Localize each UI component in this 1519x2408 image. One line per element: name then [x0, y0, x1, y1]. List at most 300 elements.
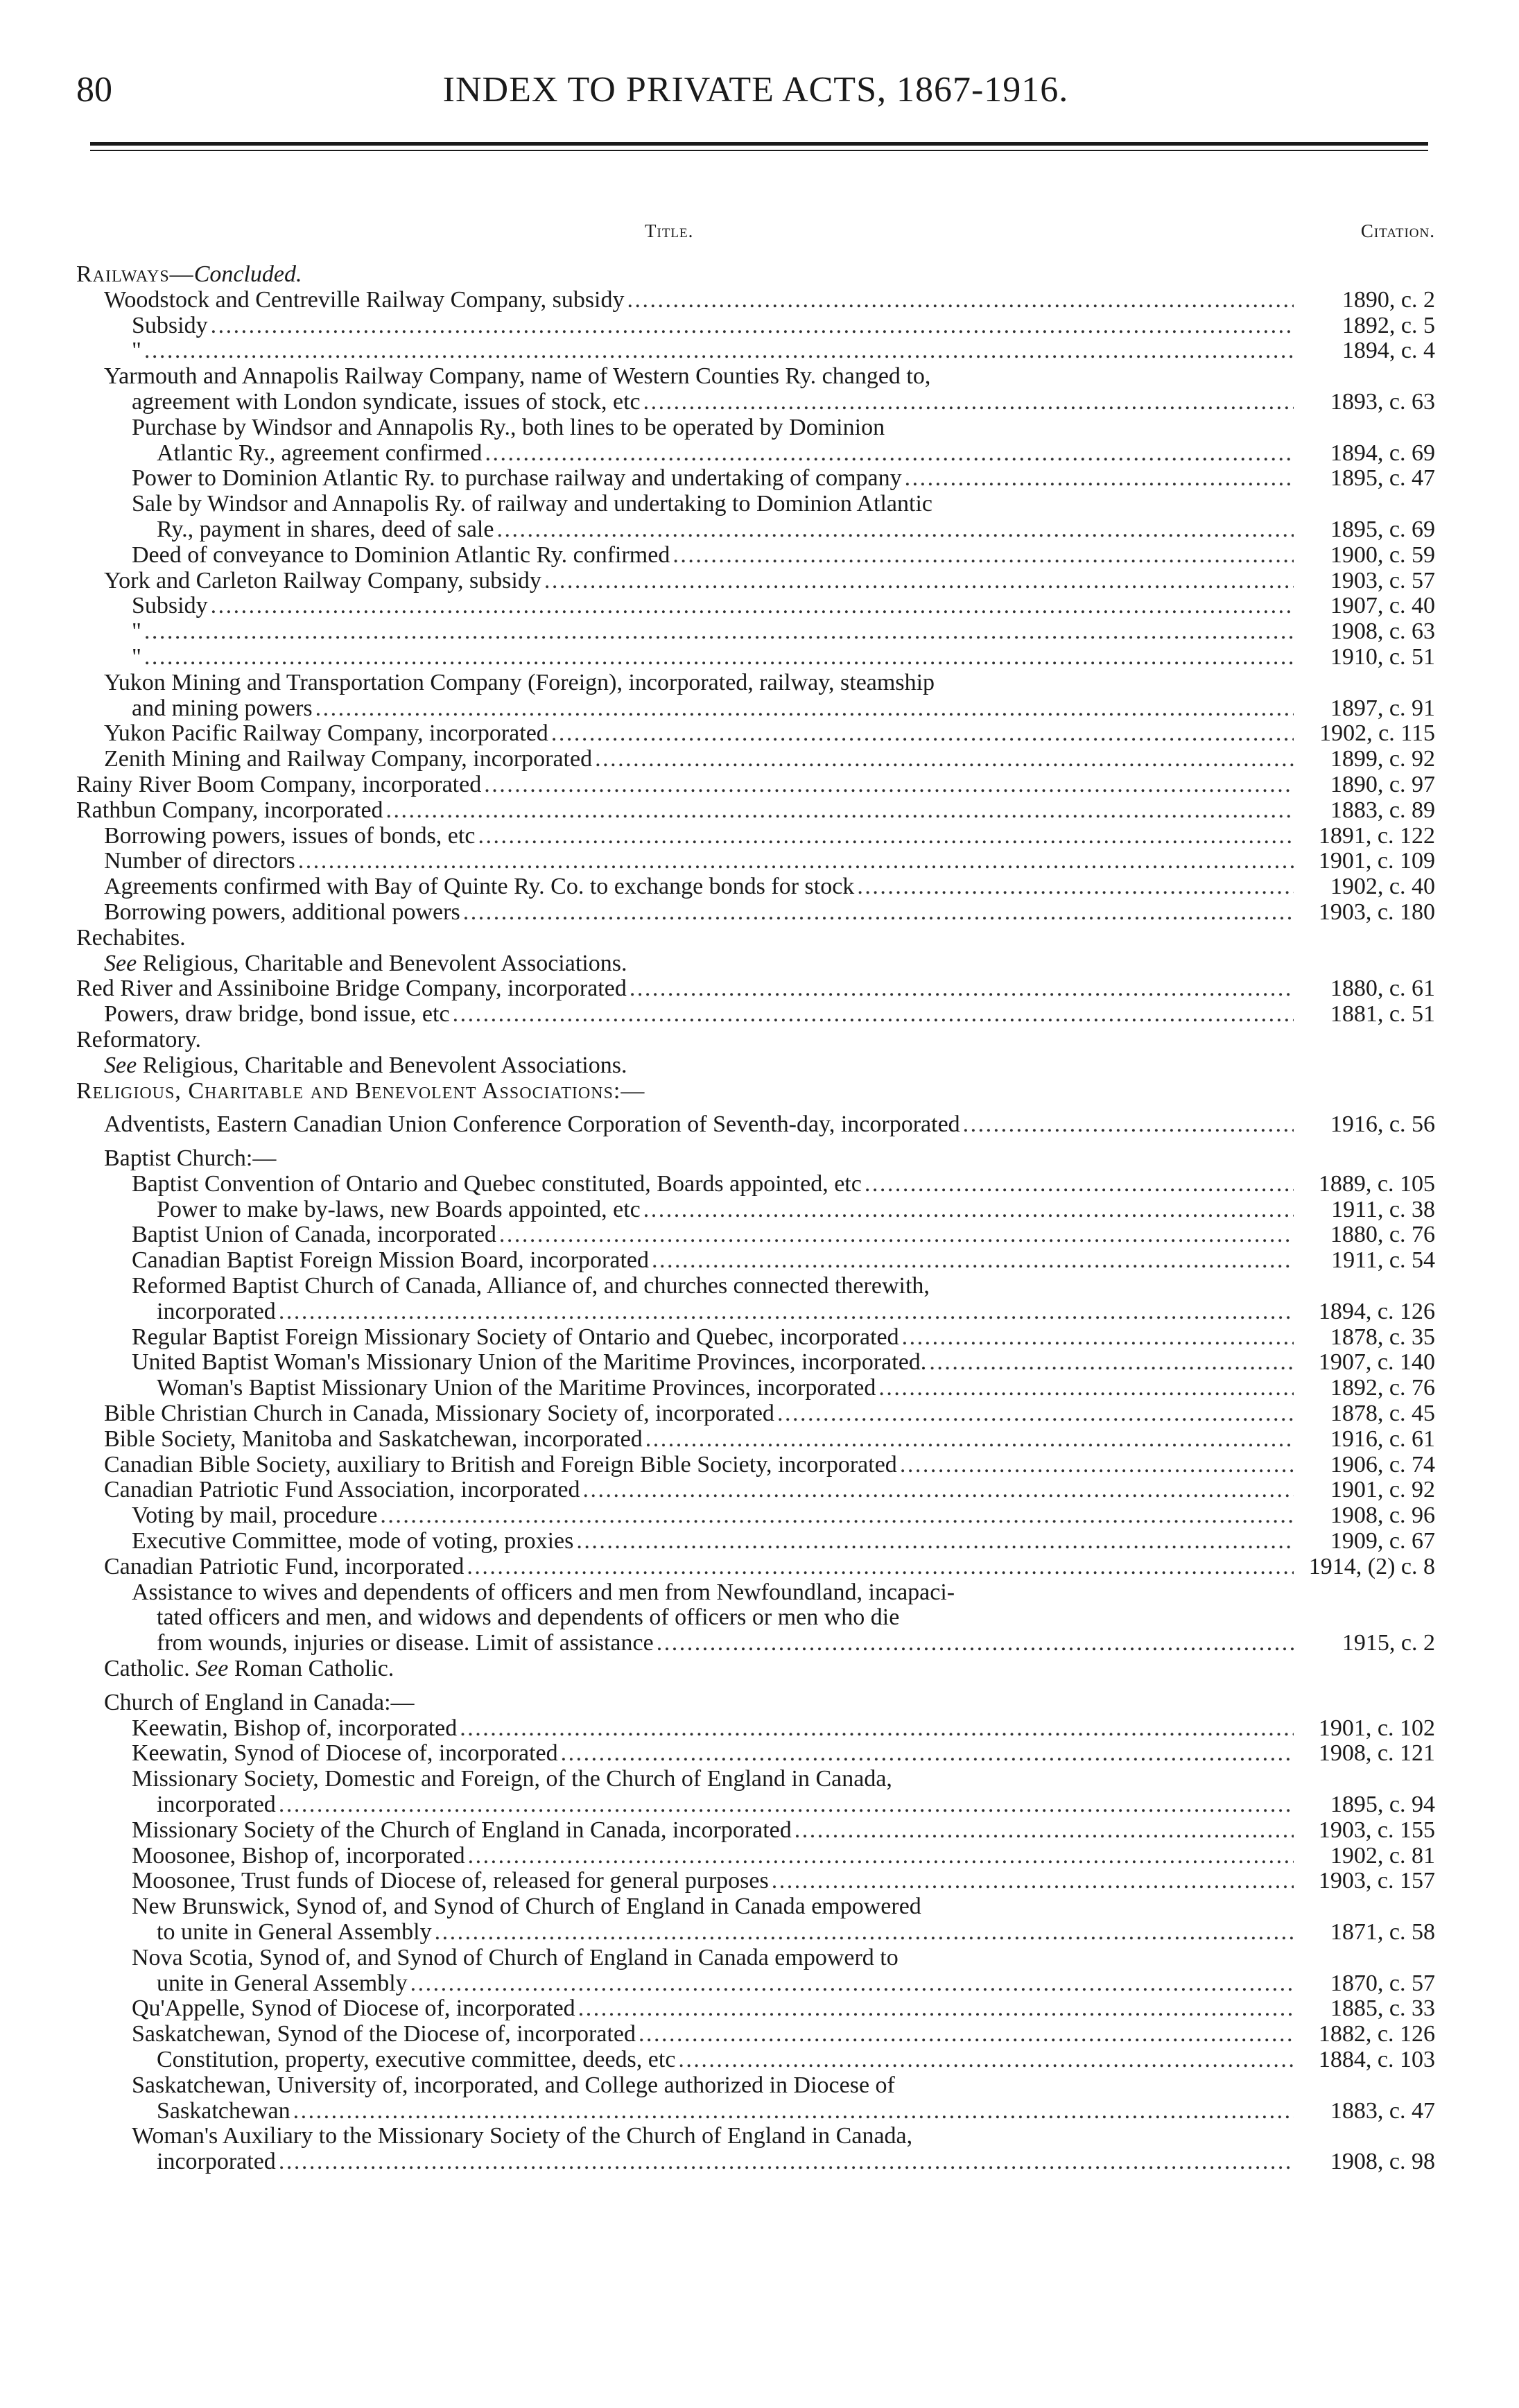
entry-citation: 1908, c. 121 [1318, 1740, 1435, 1767]
entry-citation: 1903, c. 180 [1318, 899, 1435, 925]
dot-leader [902, 1325, 1294, 1351]
dot-leader [652, 1248, 1294, 1274]
index-entry [76, 1741, 1435, 1767]
page-number: 80 [76, 70, 112, 110]
entry-title [76, 798, 383, 824]
entry-title-part: Concluded. [193, 261, 302, 287]
entry-citation: 1903, c. 157 [1318, 1868, 1435, 1894]
entry-title-part: York and Carleton Railway Company, subsidy [104, 567, 541, 594]
entry-citation: 1890, c. 2 [1342, 286, 1435, 313]
index-entry [76, 645, 1435, 670]
dot-leader [468, 1844, 1294, 1869]
entry-title [132, 466, 902, 492]
entry-citation: 1882, c. 126 [1318, 2021, 1435, 2047]
dot-leader [645, 1427, 1294, 1453]
entry-title [132, 1716, 457, 1742]
index-entry [76, 1894, 1435, 1920]
dot-leader [410, 1971, 1294, 1997]
entry-title [157, 1604, 899, 1630]
entry-title [132, 619, 141, 645]
index-entry [76, 747, 1435, 772]
index-entry [76, 1248, 1435, 1274]
entry-title [132, 1529, 573, 1554]
entry-title-part: Constitution, property, executive committee, deeds, etc [157, 2046, 676, 2072]
entry-title-part: Bible Society, Manitoba and Saskatchewan, incorporated [104, 1426, 643, 1452]
index-entry [76, 262, 1435, 288]
entry-title-part: Baptist Church:— [104, 1145, 277, 1172]
dot-leader [453, 1002, 1294, 1028]
entry-title-part: Ry., payment in shares, deed of sale [157, 516, 494, 542]
page-header [76, 69, 1435, 132]
entry-title-part: Agreements confirmed with Bay of Quinte Ry. Co. to exchange bonds for stock [104, 874, 855, 900]
entry-title-part: from wounds, injuries or disease. Limit of assistance [157, 1630, 654, 1656]
entry-title-part: incorporated [157, 1298, 276, 1324]
dot-leader [657, 1631, 1294, 1656]
entry-citation: 1910, c. 51 [1330, 643, 1435, 670]
index-entry [76, 1996, 1435, 2022]
index-entry [76, 492, 1435, 517]
entry-title-part: Catholic. [104, 1656, 196, 1682]
entry-title [104, 951, 627, 976]
index-entry [76, 1453, 1435, 1478]
entry-title [104, 1401, 774, 1427]
dot-leader [499, 1222, 1294, 1248]
entry-title [132, 1503, 377, 1529]
entry-title [76, 925, 186, 951]
entry-title-part: " [132, 618, 141, 645]
entry-title-part: Qu'Appelle, Synod of Diocese of, incorporated [132, 1995, 575, 2022]
entry-citation: 1901, c. 109 [1318, 848, 1435, 874]
dot-leader [496, 517, 1294, 543]
entry-title [157, 1971, 408, 1997]
entry-title [104, 1690, 415, 1715]
entry-title [157, 1920, 432, 1946]
entry-title [104, 1427, 643, 1453]
entry-citation: 1897, c. 91 [1330, 695, 1435, 721]
entry-title-part: Powers, draw bridge, bond issue, etc [104, 1001, 450, 1028]
index-entry [76, 1146, 1435, 1172]
entry-title [132, 390, 641, 415]
index-entry [76, 2022, 1435, 2047]
dot-leader [144, 338, 1294, 364]
entry-title-part: Saskatchewan, University of, incorporated, and College authorized in Diocese of [132, 2072, 895, 2098]
entry-citation: 1902, c. 81 [1330, 1842, 1435, 1869]
dot-leader [463, 900, 1294, 926]
entry-title-part: incorporated [157, 1792, 276, 1818]
column-header-citation: Citation. [1360, 220, 1435, 241]
entry-citation: 1883, c. 89 [1330, 797, 1435, 823]
index-entry [76, 1401, 1435, 1427]
entry-title [132, 2022, 636, 2047]
entry-citation: 1895, c. 47 [1330, 465, 1435, 492]
entry-title-part: Nova Scotia, Synod of, and Synod of Church of England in Canada empowerd to [132, 1944, 899, 1970]
dot-leader [279, 2149, 1294, 2175]
entry-title [104, 1656, 394, 1681]
index-entry [76, 288, 1435, 313]
entry-citation: 1911, c. 54 [1331, 1247, 1435, 1274]
entry-citation: 1908, c. 96 [1330, 1502, 1435, 1529]
entry-title-part: Saskatchewan [157, 2097, 290, 2124]
index-entry [76, 1656, 1435, 1682]
entry-citation: 1889, c. 105 [1318, 1170, 1435, 1197]
entry-title-part: Moosonee, Bishop of, incorporated [132, 1842, 465, 1869]
entry-title-part: Canadian Baptist Foreign Mission Board, incorporated [132, 1247, 649, 1274]
entry-title-part: Yukon Mining and Transportation Company (Foreign), incorporated, railway, steamship [104, 669, 935, 695]
entry-title [157, 1299, 276, 1325]
dot-leader [630, 976, 1294, 1002]
index-entry [76, 313, 1435, 339]
index-entry [76, 1818, 1435, 1844]
entry-title-part: Reformed Baptist Church of Canada, Alliance of, and churches connected therewith, [132, 1273, 930, 1299]
index-entry [76, 364, 1435, 390]
dot-leader [298, 849, 1294, 874]
dot-leader [900, 1453, 1294, 1478]
entry-title-part: and mining powers [132, 695, 313, 721]
entry-title [76, 261, 302, 287]
index-entry [76, 1792, 1435, 1818]
entry-citation: 1871, c. 58 [1330, 1919, 1435, 1945]
entry-citation: 1907, c. 140 [1318, 1349, 1435, 1376]
entry-title [104, 1554, 464, 1580]
entry-citation: 1884, c. 103 [1318, 2046, 1435, 2072]
entry-title [104, 363, 930, 389]
entry-title [132, 645, 141, 670]
entry-citation: 1891, c. 122 [1318, 822, 1435, 849]
entry-citation: 1902, c. 40 [1330, 874, 1435, 900]
entry-citation: 1870, c. 57 [1330, 1970, 1435, 1996]
index-entry [76, 1325, 1435, 1351]
entry-citation: 1909, c. 67 [1330, 1528, 1435, 1554]
entry-title [132, 1325, 899, 1351]
entry-title [104, 670, 935, 695]
entry-title-part: tated officers and men, and widows and dependents of officers or men who die [157, 1604, 900, 1631]
dot-leader [211, 313, 1294, 339]
running-title: INDEX TO PRIVATE ACTS, 1867-1916. [442, 70, 1069, 110]
dot-leader [467, 1554, 1294, 1580]
dot-leader [905, 466, 1294, 492]
index-entry [76, 1079, 1435, 1105]
entry-citation: 1894, c. 126 [1318, 1298, 1435, 1324]
entry-title-part: Moosonee, Trust funds of Diocese of, released for general purposes [132, 1868, 769, 1894]
entry-title-part: Number of directors [104, 848, 295, 874]
entry-title-part: Church of England in Canada:— [104, 1689, 415, 1715]
dot-leader [144, 645, 1294, 670]
entry-title [157, 441, 482, 467]
dot-leader [435, 1920, 1294, 1946]
index-entry [76, 1605, 1435, 1631]
index-entry [76, 1971, 1435, 1997]
entry-title-part: Railways— [76, 261, 194, 287]
dot-leader [279, 1299, 1294, 1325]
entry-citation: 1892, c. 76 [1330, 1375, 1435, 1401]
index-entry [76, 441, 1435, 467]
entry-title [104, 1053, 627, 1078]
entry-title [132, 1945, 899, 1970]
entry-title-part: Woman's Auxiliary to the Missionary Society of the Church of England in Canada, [132, 2123, 913, 2149]
index-entry [76, 569, 1435, 594]
index-entry [76, 1920, 1435, 1946]
entry-title [104, 1112, 960, 1138]
dot-leader [315, 696, 1294, 722]
dot-leader [551, 721, 1294, 747]
entry-title [132, 1844, 465, 1869]
dot-leader [582, 1478, 1294, 1503]
entry-title-part: Woodstock and Centreville Railway Company, subsidy [104, 286, 625, 313]
index-entry [76, 1197, 1435, 1223]
dot-leader [211, 594, 1294, 619]
entry-title-part: Assistance to wives and dependents of officers and men from Newfoundland, incapaci- [132, 1579, 955, 1605]
entry-citation: 1906, c. 74 [1330, 1451, 1435, 1478]
entry-title-part: Yukon Pacific Railway Company, incorporated [104, 720, 548, 747]
dot-leader [929, 1350, 1294, 1376]
index-entry [76, 1503, 1435, 1529]
entry-title [104, 747, 592, 772]
entry-title-part: Baptist Convention of Ontario and Quebec constituted, Boards appointed, etc [132, 1170, 862, 1197]
entry-title [132, 1869, 769, 1894]
entry-title [132, 1766, 892, 1792]
index-entry [76, 2073, 1435, 2099]
entry-citation: 1893, c. 63 [1330, 388, 1435, 415]
index-entry [76, 1946, 1435, 1971]
entry-citation: 1881, c. 51 [1330, 1001, 1435, 1028]
entry-title [157, 1631, 654, 1656]
dot-leader [878, 1376, 1294, 1401]
entry-title [132, 1741, 558, 1767]
index-entry [76, 1053, 1435, 1079]
index-entry [76, 900, 1435, 926]
entry-title [157, 2099, 290, 2124]
index-entry [76, 619, 1435, 645]
entry-citation: 1907, c. 40 [1330, 593, 1435, 619]
entry-title [76, 976, 627, 1002]
dot-leader [795, 1818, 1294, 1844]
dot-leader [484, 772, 1294, 798]
dot-leader [460, 1716, 1294, 1742]
entry-title [132, 1273, 930, 1299]
index-entry [76, 670, 1435, 696]
entry-title [76, 1027, 201, 1053]
entry-title-part: Bible Christian Church in Canada, Missionary Society of, incorporated [104, 1401, 774, 1427]
index-entry [76, 1222, 1435, 1248]
entry-title-part: See [104, 1052, 137, 1078]
entry-title-part: incorporated [157, 2149, 276, 2175]
entry-title [157, 1792, 276, 1818]
entry-title [76, 772, 481, 798]
entry-title [104, 1145, 276, 1171]
entry-citation: 1883, c. 47 [1330, 2097, 1435, 2124]
entry-title-part: Executive Committee, mode of voting, proxies [132, 1528, 574, 1554]
index-entry [76, 415, 1435, 441]
index-entry [76, 772, 1435, 798]
entry-title-part: unite in General Assembly [157, 1970, 408, 1996]
entry-title [104, 1453, 897, 1478]
entry-title [104, 569, 541, 594]
entry-citation: 1880, c. 76 [1330, 1222, 1435, 1248]
dot-leader [678, 2047, 1294, 2073]
entry-citation: 1894, c. 69 [1330, 440, 1435, 466]
index-entry [76, 721, 1435, 747]
entry-citation: 1915, c. 2 [1342, 1630, 1435, 1656]
entry-title [132, 1222, 496, 1248]
entry-title-part: See [196, 1656, 229, 1682]
dot-leader [485, 441, 1294, 467]
index-entry [76, 1172, 1435, 1197]
index-entry [76, 2149, 1435, 2175]
dot-leader [643, 390, 1294, 415]
entry-title-part: Subsidy [132, 593, 208, 619]
entry-title-part: Canadian Patriotic Fund, incorporated [104, 1553, 465, 1579]
entry-citation: 1908, c. 63 [1330, 618, 1435, 645]
entry-title [132, 1248, 649, 1274]
index-entry [76, 1529, 1435, 1554]
entry-title-part: Canadian Bible Society, auxiliary to British and Foreign Bible Society, incorporated [104, 1451, 897, 1478]
entry-citation: 1894, c. 4 [1342, 338, 1435, 364]
index-entry [76, 2047, 1435, 2073]
index-entry [76, 594, 1435, 619]
entry-citation: 1901, c. 92 [1330, 1477, 1435, 1503]
entry-title-part: Rechabites. [76, 924, 186, 951]
entry-title-part: Atlantic Ry., agreement confirmed [157, 440, 483, 466]
entry-citation: 1895, c. 94 [1330, 1792, 1435, 1818]
index-entries [76, 262, 1435, 2175]
dot-leader [576, 1529, 1294, 1554]
dot-leader [963, 1112, 1294, 1138]
entry-title-part: Roman Catholic. [228, 1656, 394, 1682]
entry-title [132, 491, 932, 517]
entry-title-part: Power to make by-laws, new Boards appointed, etc [157, 1196, 641, 1222]
entry-title-part: Religious, Charitable and Benevolent Associations. [137, 1052, 627, 1078]
index-entry [76, 1716, 1435, 1742]
index-entry [76, 849, 1435, 874]
index-entry [76, 926, 1435, 951]
entry-title [132, 313, 208, 339]
entry-title [157, 2149, 276, 2175]
entry-title-part: Missionary Society of the Church of England in Canada, incorporated [132, 1817, 792, 1843]
dot-leader [544, 569, 1294, 594]
index-entry [76, 1767, 1435, 1792]
dot-leader [578, 1996, 1294, 2022]
entry-citation: 1890, c. 97 [1330, 771, 1435, 797]
entry-title-part: Red River and Assiniboine Bridge Company, incorporated [76, 976, 627, 1002]
entry-title [76, 1078, 645, 1104]
index-entry [76, 976, 1435, 1002]
entry-title-part: New Brunswick, Synod of, and Synod of Church of England in Canada empowered [132, 1894, 921, 1920]
entry-title [104, 874, 854, 900]
index-entry [76, 1844, 1435, 1869]
entry-title [104, 721, 548, 747]
entry-title [104, 849, 295, 874]
dot-leader [380, 1503, 1294, 1529]
entry-title-part: Religious, Charitable and Benevolent Associations:— [76, 1077, 645, 1104]
index-entry [76, 1112, 1435, 1138]
index-entry [76, 2099, 1435, 2124]
index-entry [76, 390, 1435, 415]
index-entry [76, 1350, 1435, 1376]
entry-citation: 1908, c. 98 [1330, 2149, 1435, 2175]
entry-title [132, 543, 670, 569]
index-entry [76, 1580, 1435, 1606]
dot-leader [865, 1172, 1294, 1197]
entry-title [132, 1894, 921, 1919]
entry-citation: 1914, (2) c. 8 [1308, 1553, 1435, 1579]
entry-title [104, 824, 475, 849]
dot-leader [279, 1792, 1294, 1818]
entry-title-part: Zenith Mining and Railway Company, incorporated [104, 746, 593, 772]
dot-leader [643, 1197, 1294, 1223]
entry-title-part: to unite in General Assembly [157, 1919, 432, 1945]
entry-title-part: Borrowing powers, additional powers [104, 899, 460, 925]
entry-title-part: Purchase by Windsor and Annapolis Ry., both lines to be operated by Dominion [132, 414, 885, 440]
entry-title [132, 2123, 912, 2149]
entry-title-part: " [132, 643, 141, 670]
index-entry [76, 1427, 1435, 1453]
entry-title [104, 900, 460, 926]
entry-citation: 1911, c. 38 [1331, 1196, 1435, 1222]
index-entry [76, 2124, 1435, 2149]
entry-title-part: Rathbun Company, incorporated [76, 797, 383, 823]
entry-citation: 1901, c. 102 [1318, 1715, 1435, 1741]
entry-title-part: Keewatin, Bishop of, incorporated [132, 1715, 458, 1741]
entry-citation: 1895, c. 69 [1330, 516, 1435, 542]
index-entry [76, 1690, 1435, 1716]
index-entry [76, 466, 1435, 492]
entry-citation: 1900, c. 59 [1330, 542, 1435, 568]
entry-title-part: Borrowing powers, issues of bonds, etc [104, 822, 476, 849]
entry-title-part: Regular Baptist Foreign Missionary Society of Ontario and Quebec, incorporated [132, 1324, 899, 1350]
entry-citation: 1878, c. 45 [1330, 1401, 1435, 1427]
index-entry [76, 1554, 1435, 1580]
index-entry [76, 1002, 1435, 1028]
entry-title [132, 1172, 862, 1197]
column-headers [76, 220, 1435, 248]
index-entry [76, 1631, 1435, 1656]
entry-title-part: " [132, 338, 141, 364]
entry-title-part: Baptist Union of Canada, incorporated [132, 1222, 496, 1248]
index-entry [76, 824, 1435, 849]
dot-leader [777, 1401, 1294, 1427]
entry-title [132, 2072, 895, 2098]
entry-title-part: agreement with London syndicate, issues of stock, etc [132, 388, 641, 415]
entry-citation: 1903, c. 57 [1330, 567, 1435, 594]
index-entry [76, 874, 1435, 900]
entry-citation: 1878, c. 35 [1330, 1324, 1435, 1350]
entry-title-part: Saskatchewan, Synod of the Diocese of, incorporated [132, 2021, 636, 2047]
entry-title [104, 288, 625, 313]
header-rule-thin [90, 150, 1428, 151]
entry-title-part: See [104, 950, 137, 976]
entry-title [132, 415, 885, 440]
entry-title-part: Yarmouth and Annapolis Railway Company, name of Western Counties Ry. changed to, [104, 363, 931, 390]
entry-title-part: Rainy River Boom Company, incorporated [76, 771, 482, 797]
entry-title [132, 594, 208, 619]
entry-title-part: Keewatin, Synod of Diocese of, incorporated [132, 1740, 558, 1767]
entry-title [104, 1478, 580, 1503]
entry-title-part: Sale by Windsor and Annapolis Ry. of railway and undertaking to Dominion Atlantic [132, 491, 932, 517]
index-entry [76, 1376, 1435, 1401]
index-entry [76, 1869, 1435, 1894]
dot-leader [672, 543, 1294, 569]
entry-citation: 1885, c. 33 [1330, 1995, 1435, 2022]
entry-title [132, 1350, 926, 1376]
index-entry [76, 1299, 1435, 1325]
index-entry [76, 338, 1435, 364]
dot-leader [639, 2022, 1294, 2047]
entry-title-part: Subsidy [132, 312, 208, 338]
index-entry [76, 517, 1435, 543]
entry-citation: 1892, c. 5 [1342, 312, 1435, 338]
entry-title [157, 1376, 876, 1401]
header-rule-thick [90, 142, 1428, 146]
